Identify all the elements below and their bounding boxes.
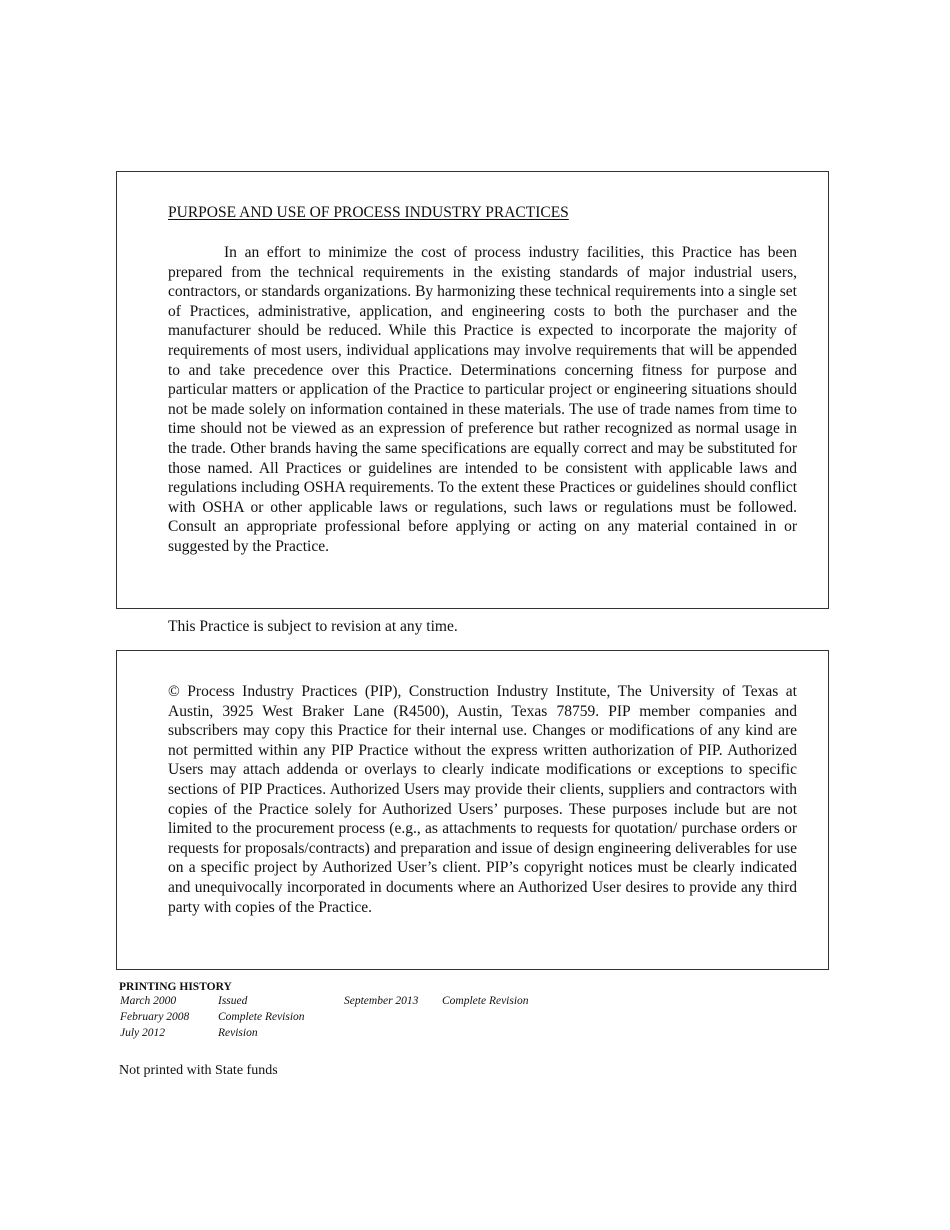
history-date: September 2013 [344,995,419,1007]
history-date: July 2012 [120,1027,166,1039]
copyright-paragraph: © Process Industry Practices (PIP), Construction Industry Institute, The University of Texas at Austin, 3925 West Braker Lane (R4500), Austin, Texas 78759. PIP member companies and subscribers may copy this Practice for their internal use. Changes or modifications of any kind are not permitted within any PIP Practice without the express written authorization of PIP. Authorized Users may attach addenda or overlays to clearly indicate modifications or exceptions to specific sections of PIP Practices. Authorized Users may provide their clients, suppliers and contractors with copies of the Practice solely for Authorized Users’ purposes. These purposes include but are not limited to the procurement process (e.g., as attachments to requests for quotation/ purchase orders or requests for proposals/contracts) and preparation and issue of design engineering deliverables for use on a specific project by Authorized User’s client. PIP’s copyright notices must be clearly indicated and unequivocally incorporated in documents where an Authorized User desires to provide any third party with copies of the Practice. [168,683,797,916]
history-event: Complete Revision [442,995,529,1007]
history-date: February 2008 [120,1011,190,1023]
printing-history [119,981,529,1043]
purpose-heading: PURPOSE AND USE OF PROCESS INDUSTRY PRACTICES [168,204,569,221]
printing-history-title: PRINTING HISTORY [119,981,232,993]
history-row [119,1011,305,1027]
history-event: Issued [218,995,248,1007]
history-date: March 2000 [120,995,177,1007]
history-row [119,995,529,1011]
purpose-box [116,171,829,609]
revision-note: This Practice is subject to revision at any time. [168,618,458,635]
history-event: Complete Revision [218,1011,305,1023]
copyright-box [116,650,829,970]
purpose-paragraph: In an effort to minimize the cost of process industry facilities, this Practice has been prepared from the technical requirements in the existing standards of major industrial users, contractors, or standards organizations. By harmonizing these technical requirements into a single set of Practices, administrative, application, and engineering costs to both the purchaser and the manufacturer should be reduced. While this Practice is expected to incorporate the majority of requirements of most users, individual applications may involve requirements that will be appended to and take precedence over this Practice. Determinations concerning fitness for purpose and particular matters or application of the Practice to particular project or engineering situations should not be made solely on information contained in these materials. The use of trade names from time to time should not be viewed as an expression of preference but rather recognized as normal usage in the trade. Other brands having the same specifications are equally correct and may be substituted for those named. All Practices or guidelines are intended to be consistent with applicable laws and regulations including OSHA requirements. To the extent these Practices or guidelines should conflict with OSHA or other applicable laws or regulations, such laws or regulations must be followed. Consult an appropriate professional before applying or acting on any material contained in or suggested by the Practice. [168,244,797,555]
history-row [119,1027,258,1043]
footer-note: Not printed with State funds [119,1063,278,1078]
history-event: Revision [218,1027,258,1039]
